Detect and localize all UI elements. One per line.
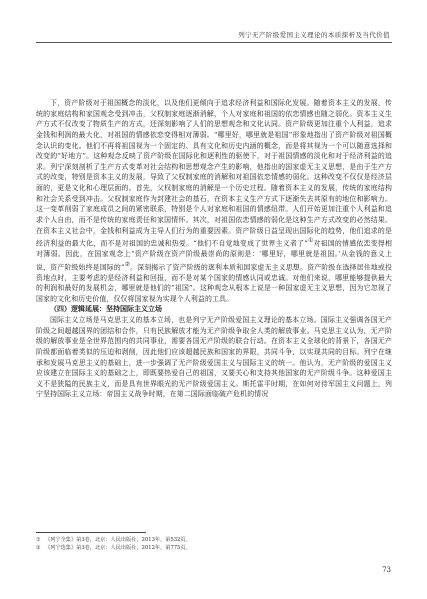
footnote <box>36 544 392 552</box>
section-heading: （四）逻辑延展：坚持国际主义立场 <box>50 305 162 314</box>
paragraph-text: 下，资产阶级对于祖国概念的淡化，以及他们更倾向于追求经济利益和国际化发展。随着资本主义的发展，传统的家庭结构和家国观念受到冲击，父权制家庭逐渐消解，个人对家庭和祖国的依恋情感也随之弱化。资本主义生产方式不仅改变了物质生产的方式，还深刻影响了人们的思想观念和文化认同。资产阶级更加注重个人利益，追求金钱和利润的最大化，对祖国的情感依恋变得相对薄弱。“哪里好，哪里就是祖国”形象地指出了资产阶级对祖国概念认识的变化。他们不再将祖国视为一个固定的、具有文化和历史内涵的概念，而是将其视为一个可以随意选择和改变的“好地方”。这种观念反映了资产阶级在国际化和逐利性的驱使下，对于祖国情感的淡化和对于经济利益的追求。列宁深刻剖析了生产方式变革对社会结构和思想观念产生的影响，他指出的国家虚无主义思想，是由于生产方式的改变，特别是资本主义的发展，导致了父权制家庭的消解和对祖国依恋情感的弱化。这种改变不仅仅是经济层面的，更是文化和心理层面的。首先，父权制家庭的消解是一个历史过程。随着资本主义的发展，传统的家庭结构和社会关系受到冲击。父权制家庭作为封建社会的基石，在资本主义生产方式下逐渐失去其原有的地位和影响力。这一变革削弱了家庭成员之间的紧密联系，特别是个人对家庭和祖国的情感纽带。人们开始更加注重个人利益和追求个人自由，而不是传统的家庭责任和家国情怀。其次，对祖国依恋情感的弱化是这种生产方式改变的必然结果。在资本主义社会中，金钱和利益成为主导人们行为的重要因素。资产阶级日益呈现出国际化的趋势，他们追求的是经济利益的最大化，而不是对祖国的忠诚和热爱。“他们不自觉地变成了世界主义者了” <box>36 99 392 248</box>
page-number: 73 <box>382 566 391 574</box>
paragraph-text: 。深刻揭示了资产阶级的逐利本质和国家虚无主义思想。资产阶级在选择居住地或投资地点时，主要考虑的是经济利益和回报，而不是对某个国家的情感认同或忠诚。对他们来说，哪里能够提供最大的利润和最好的发展机会，哪里就是他们的“祖国”。这种观念从根本上说是一种国家虚无主义思想，因为它忽视了国家的文化和历史价值，仅仅将国家视为实现个人利益的工具。 <box>36 262 392 303</box>
running-head: 列宁无产阶级爱国主义理论的本质探析及当代价值 <box>238 31 390 39</box>
body-paragraph <box>36 98 392 304</box>
header-rule <box>36 42 392 43</box>
footnotes <box>36 536 392 553</box>
footnote-text: 《列宁全集》第3卷，北京：人民出版社，2013年，第532页。 <box>45 537 191 543</box>
footnote-ref-2: ② <box>124 261 131 268</box>
paragraph-text: 对祖国的情感依恋变得相对薄弱。因此，在国家观念上“资产阶级在资产阶级最崇尚的原则是：‘哪里好，哪里就是祖国。’从金钱的意义上说，资产阶级始终是国际的” <box>36 239 392 271</box>
footnote-text: 《列宁选集》第3卷，北京：人民出版社，2012年，第775页。 <box>45 545 191 552</box>
main-text <box>36 98 392 400</box>
body-paragraph: 国际主义立场是马克思主义的基本立场，也是列宁无产阶级爱国主义理论的基本立场。国际主义强调各国无产阶级之间超越国界的团结和合作，只有民族解放才能为无产阶级争取全人类的解放事业。马克思主义认为，无产阶级的解放事业是全世界范围内的共同事业，需要各国无产阶级的联合行动。在资本主义全球化的背景下，各国无产阶级都面临着类似的压迫和剥削，因此他们应该超越民族和国家的界限，共同斗争，以实现共同的目标。列宁在继承和发展马克思主义的基础上，进一步强调了无产阶级爱国主义与国际主义的统一。他认为，无产阶级的爱国主义应该建立在国际主义的基础之上，即既要热爱自己的祖国，又要关心和支持其他国家的无产阶级斗争。这种爱国主义不是狭隘的民族主义，而是具有世界眼光的无产阶级爱国主义。斯托雷平时期，在如何对待军国主义问题上，列宁坚持国际主义立场：帝国主义战争时期，在第二国际面临破产危机的情况 <box>36 316 392 399</box>
footnote-ref-1: ① <box>307 238 314 245</box>
footnote-mark: ② <box>36 545 41 552</box>
footnote-mark: ① <box>36 537 41 543</box>
footnote-rule <box>36 532 146 533</box>
footnote <box>36 536 392 544</box>
